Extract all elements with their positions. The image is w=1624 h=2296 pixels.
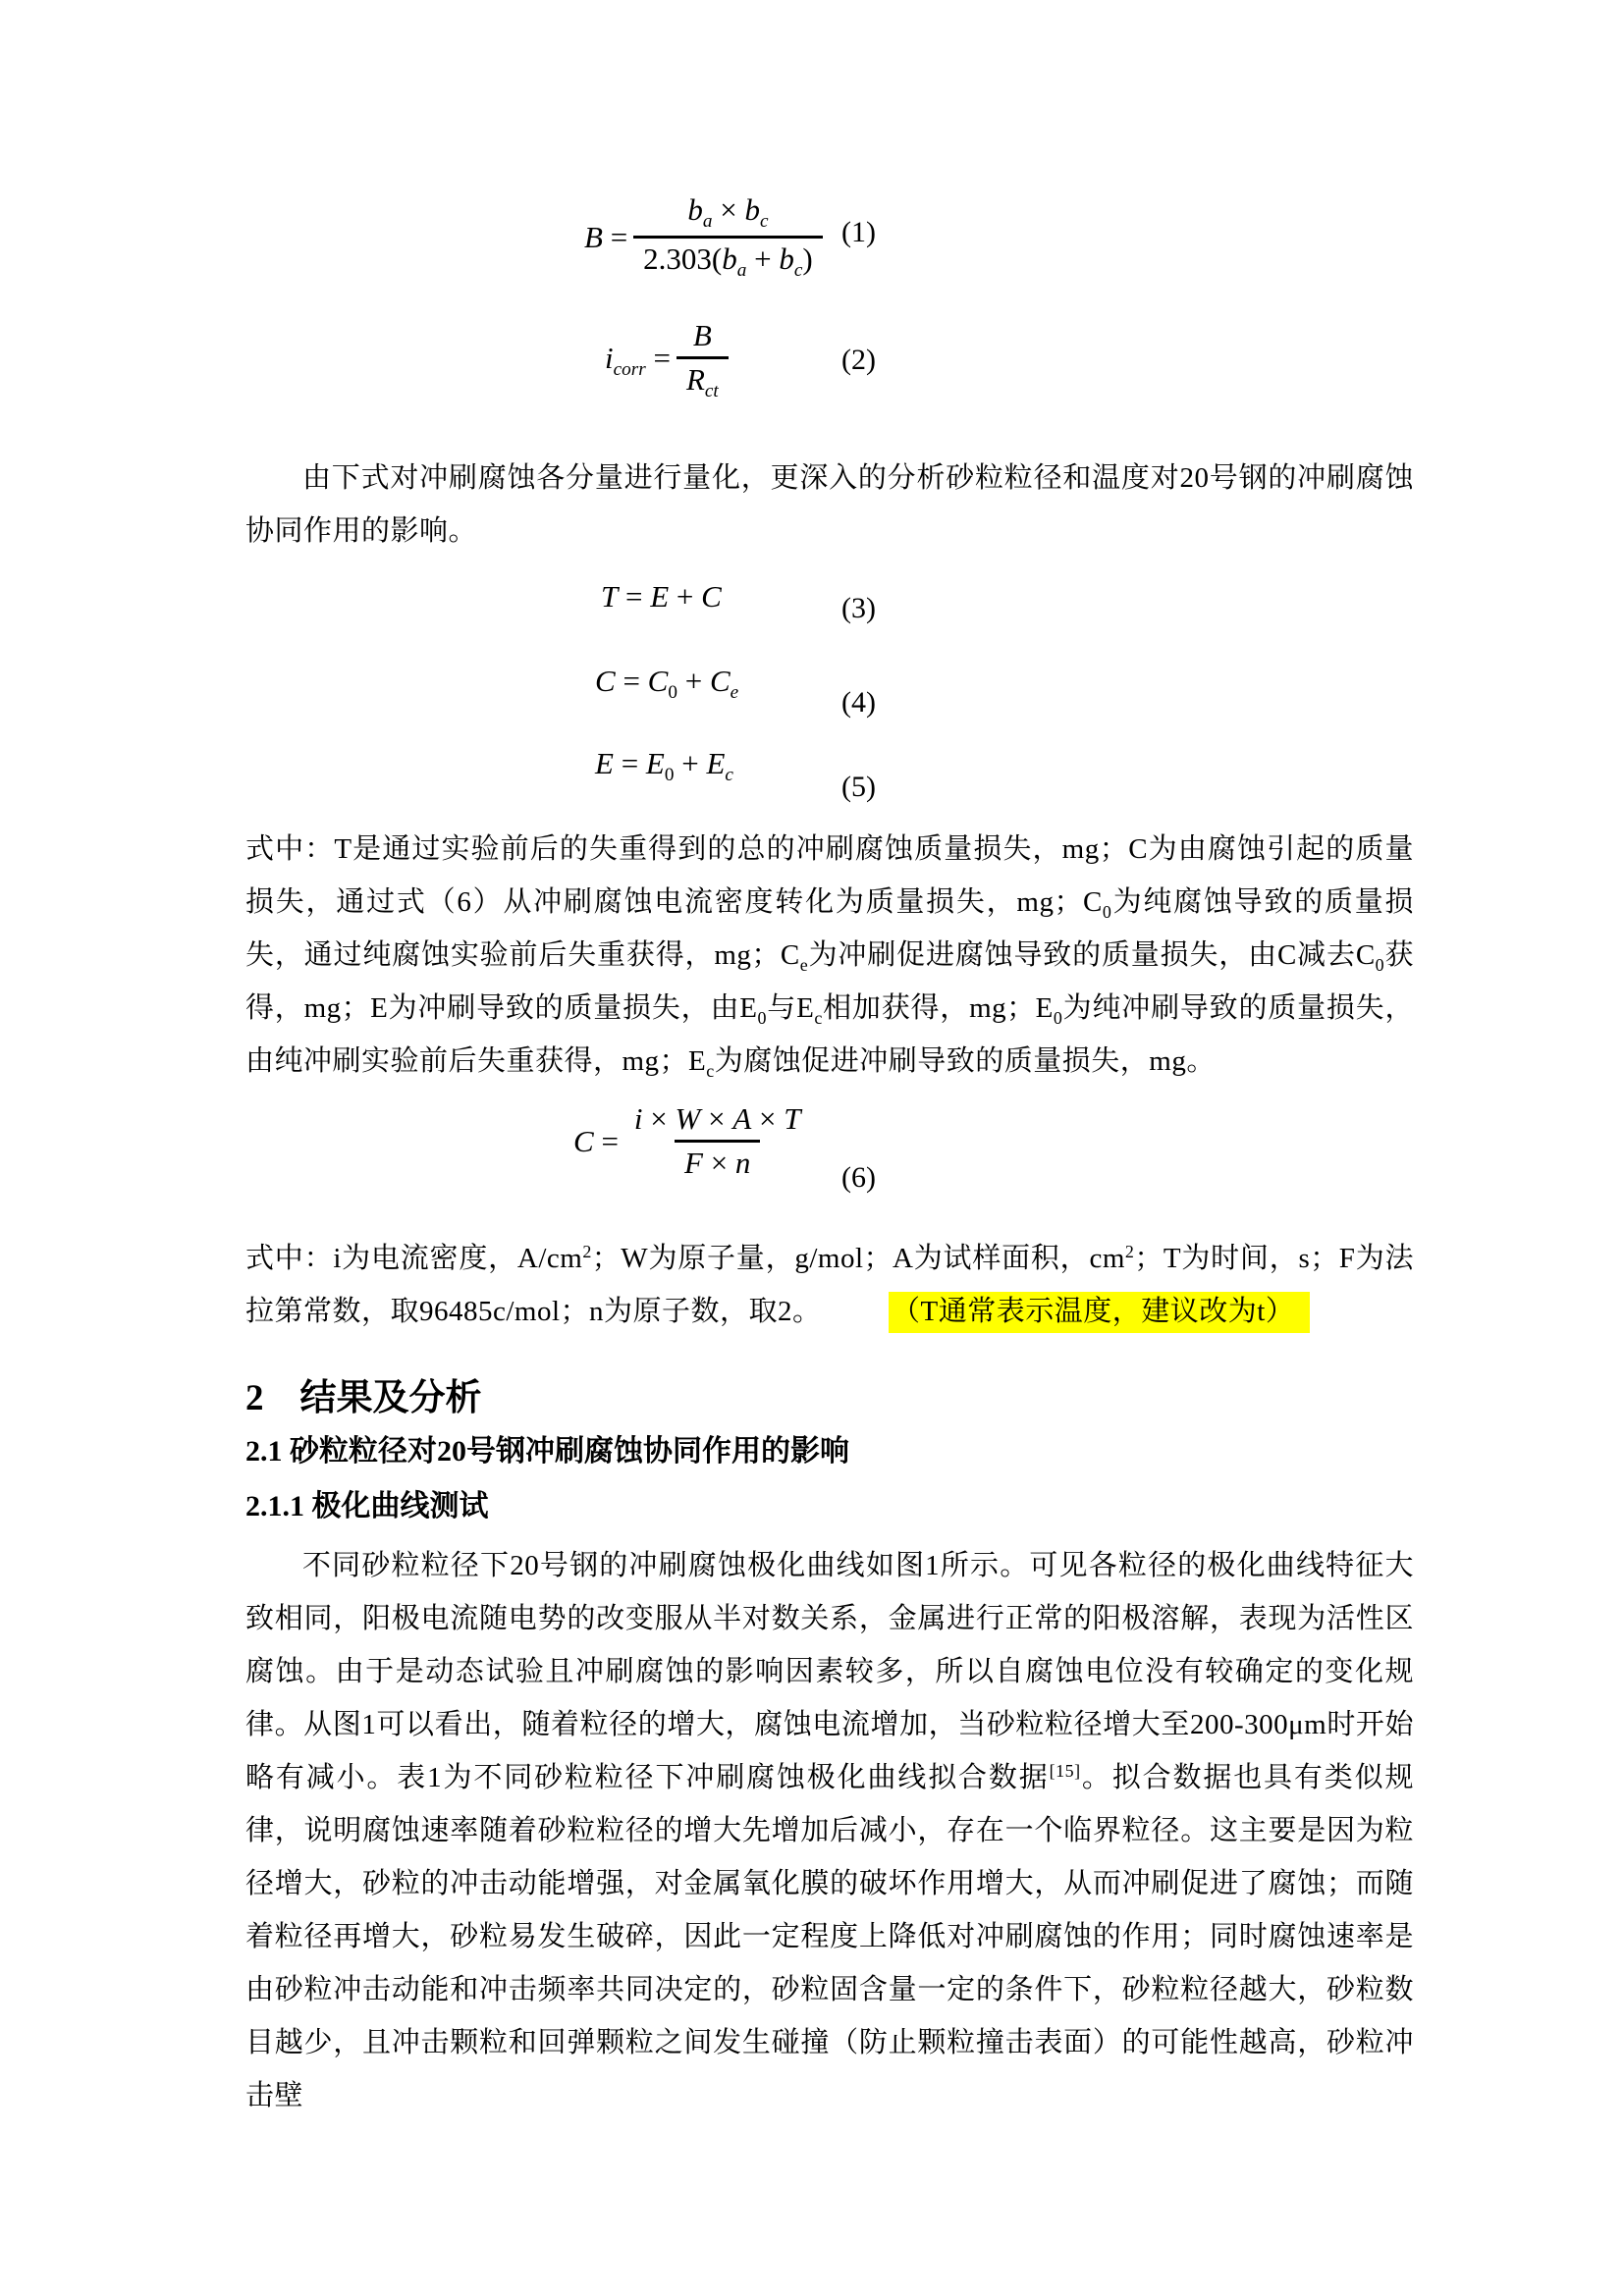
equation-1-label: (1) [841, 216, 876, 248]
text-segment: W [675, 1101, 701, 1136]
text-segment: × [712, 192, 745, 227]
text-segment: c [814, 1007, 823, 1028]
equation-4-label: (4) [841, 686, 876, 719]
text-segment: E [645, 746, 665, 780]
text-segment: ct [704, 381, 719, 402]
text-segment: = [615, 664, 648, 698]
text-segment: C [709, 664, 731, 698]
text-segment: T [784, 1101, 801, 1136]
text-segment: A [732, 1101, 752, 1136]
text-segment: c [759, 211, 769, 233]
text-segment: + [669, 579, 702, 614]
text-segment: ) [802, 241, 813, 277]
text-segment: × [642, 1101, 676, 1136]
text-segment: = [602, 219, 628, 254]
equation-1 [584, 192, 823, 282]
equation-6-fraction [624, 1101, 811, 1181]
equation-3 [601, 579, 722, 614]
equation-2-lhs [605, 341, 671, 381]
text-segment: = [618, 579, 651, 614]
text-segment: [15] [1049, 1761, 1081, 1782]
text-segment: F [684, 1146, 703, 1180]
equation-6 [573, 1101, 811, 1181]
paragraph-symbols-i [245, 1232, 1414, 1338]
text-segment: 0 [664, 765, 675, 786]
text-segment: 。拟合数据也具有类似规律，说明腐蚀速率随着砂粒粒径的增大先增加后减小，存在一个临界粒径。这主要是因为粒径增大，砂粒的冲击动能增强，对金属氧化膜的破坏作用增大，从而冲刷促进了腐蚀；而随着粒径再增大，砂粒易发生破碎，因此一定程度上降低对冲刷腐蚀的作用；同时腐蚀速率是由砂粒冲击动能和冲击频率共同决定的，砂粒固含量一定的条件下，砂粒粒径越大，砂粒数目越少，且冲击颗粒和回弹颗粒之间发生碰撞（防止颗粒撞击表面）的可能性越高，砂粒冲击壁 [245, 1762, 1414, 2111]
text-segment: E [706, 746, 726, 780]
equation-2-denominator [677, 356, 729, 402]
text-segment: C [647, 664, 669, 698]
text-segment: + [746, 241, 780, 277]
review-comment: （T通常表示温度，建议改为t） [889, 1292, 1311, 1333]
text-segment: = [645, 340, 671, 375]
text-segment: 为纯冲刷导致的质量损失，由纯冲刷实验前后失重获得，mg；E [245, 992, 1414, 1077]
text-segment: i [633, 1101, 643, 1136]
text-segment: 0 [1053, 1007, 1063, 1028]
text-segment: 相加获得，mg；E [822, 992, 1054, 1024]
equation-1-fraction [633, 192, 823, 282]
text-segment: c [706, 1060, 715, 1081]
text-segment: + [674, 746, 707, 780]
text-segment: 式中：T是通过实验前后的失重得到的总的冲刷腐蚀质量损失，mg；C为由腐蚀引起的质量损失，通过式（6）从冲刷腐蚀电流密度转化为质量损失，mg；C [245, 833, 1414, 918]
equation-2-label: (2) [841, 344, 876, 376]
text-segment: i [605, 340, 614, 375]
text-segment: 获得，mg；E为冲刷导致的质量损失，由E [245, 939, 1414, 1024]
text-segment: b [722, 241, 737, 277]
text-segment: corr [613, 358, 646, 380]
text-segment: 为腐蚀促进冲刷导致的质量损失，mg。 [714, 1045, 1216, 1077]
equation-1-denominator [633, 236, 823, 282]
text-segment: n [734, 1146, 751, 1180]
text-segment: B [584, 219, 603, 254]
text-segment: 为冲刷促进腐蚀导致的质量损失，由C减去C [808, 939, 1376, 971]
text-segment: 不同砂粒粒径下20号钢的冲刷腐蚀极化曲线如图1所示。可见各粒径的极化曲线特征大致相同，阳极电流随电势的改变服从半对数关系，金属进行正常的阳极溶解，表现为活性区腐蚀。由于是动态试验且冲刷腐蚀的影响因素较多，所以自腐蚀电位没有较确定的变化规律。从图1可以看出，随着粒径的增大，腐蚀电流增加，当砂粒粒径增大至200-300μm时开始略有减小。表1为不同砂粒粒径下冲刷腐蚀极化曲线拟合数据 [245, 1550, 1414, 1793]
text-segment: × [702, 1146, 735, 1180]
section-heading-results: 2 结果及分析 [245, 1378, 482, 1418]
equation-4 [595, 664, 738, 704]
text-segment: 2.303( [643, 241, 723, 277]
text-segment: b [687, 192, 703, 227]
text-segment: 为纯腐蚀导致的质量损失，通过纯腐蚀实验前后失重获得，mg；C [245, 886, 1414, 971]
equation-1-lhs [584, 220, 627, 255]
text-segment: ；T为时间，s；F为法拉第常数，取96485c/mol；n为原子数，取2。 [245, 1243, 1414, 1327]
text-segment: c [725, 765, 733, 786]
equation-3-label: (3) [841, 592, 876, 624]
equation-6-numerator [624, 1101, 811, 1140]
text-segment: 0 [668, 682, 677, 704]
equation-2-fraction [677, 318, 729, 402]
text-segment: c [793, 260, 803, 282]
text-segment: 2 [582, 1242, 592, 1262]
equation-6-lhs [573, 1124, 619, 1159]
text-segment: 与E [766, 992, 815, 1024]
text-segment: 0 [1102, 901, 1112, 922]
text-segment: ；W为原子量，g/mol；A为试样面积，cm [591, 1243, 1125, 1274]
text-segment: = [593, 1123, 619, 1158]
text-segment: a [736, 260, 747, 282]
text-segment: C [573, 1123, 594, 1158]
text-segment: = [613, 746, 646, 780]
text-segment: 0 [757, 1007, 767, 1028]
equation-5 [595, 746, 733, 786]
subsubsection-heading-polarization: 2.1.1 极化曲线测试 [245, 1490, 489, 1522]
text-segment: × [700, 1101, 733, 1136]
text-segment: 2 [1124, 1242, 1135, 1262]
text-segment: E [595, 746, 614, 780]
text-segment: b [744, 192, 760, 227]
equation-2 [605, 318, 729, 402]
text-segment: 式中：i为电流密度，A/cm [245, 1243, 583, 1274]
equation-2-numerator [683, 318, 722, 356]
paragraph-symbols-T [245, 823, 1414, 1088]
text-segment: + [677, 664, 710, 698]
text-segment: C [701, 579, 722, 614]
equation-5-body [595, 746, 733, 786]
text-segment: C [595, 664, 616, 698]
text-segment: 由下式对冲刷腐蚀各分量进行量化，更深入的分析砂粒粒径和温度对20号钢的冲刷腐蚀协同作用的影响。 [245, 462, 1414, 547]
text-segment: B [692, 318, 712, 352]
equation-5-label: (5) [841, 771, 876, 803]
equation-4-body [595, 664, 738, 704]
text-segment: b [779, 241, 794, 277]
text-segment: e [730, 682, 739, 704]
equation-6-denominator [675, 1140, 760, 1181]
equation-3-body [601, 579, 722, 614]
subsection-heading-particle-size: 2.1 砂粒粒径对20号钢冲刷腐蚀协同作用的影响 [245, 1435, 849, 1468]
equation-6-label: (6) [841, 1161, 876, 1194]
paragraph-analysis [245, 1539, 1414, 2122]
text-segment: a [702, 211, 713, 233]
text-segment: T [601, 579, 619, 614]
text-segment: 0 [1375, 954, 1385, 975]
equation-1-numerator [677, 192, 778, 236]
text-segment: R [685, 362, 705, 397]
text-segment: E [650, 579, 670, 614]
paragraph-intro [245, 452, 1414, 558]
text-segment: × [751, 1101, 785, 1136]
text-segment: e [799, 954, 809, 975]
